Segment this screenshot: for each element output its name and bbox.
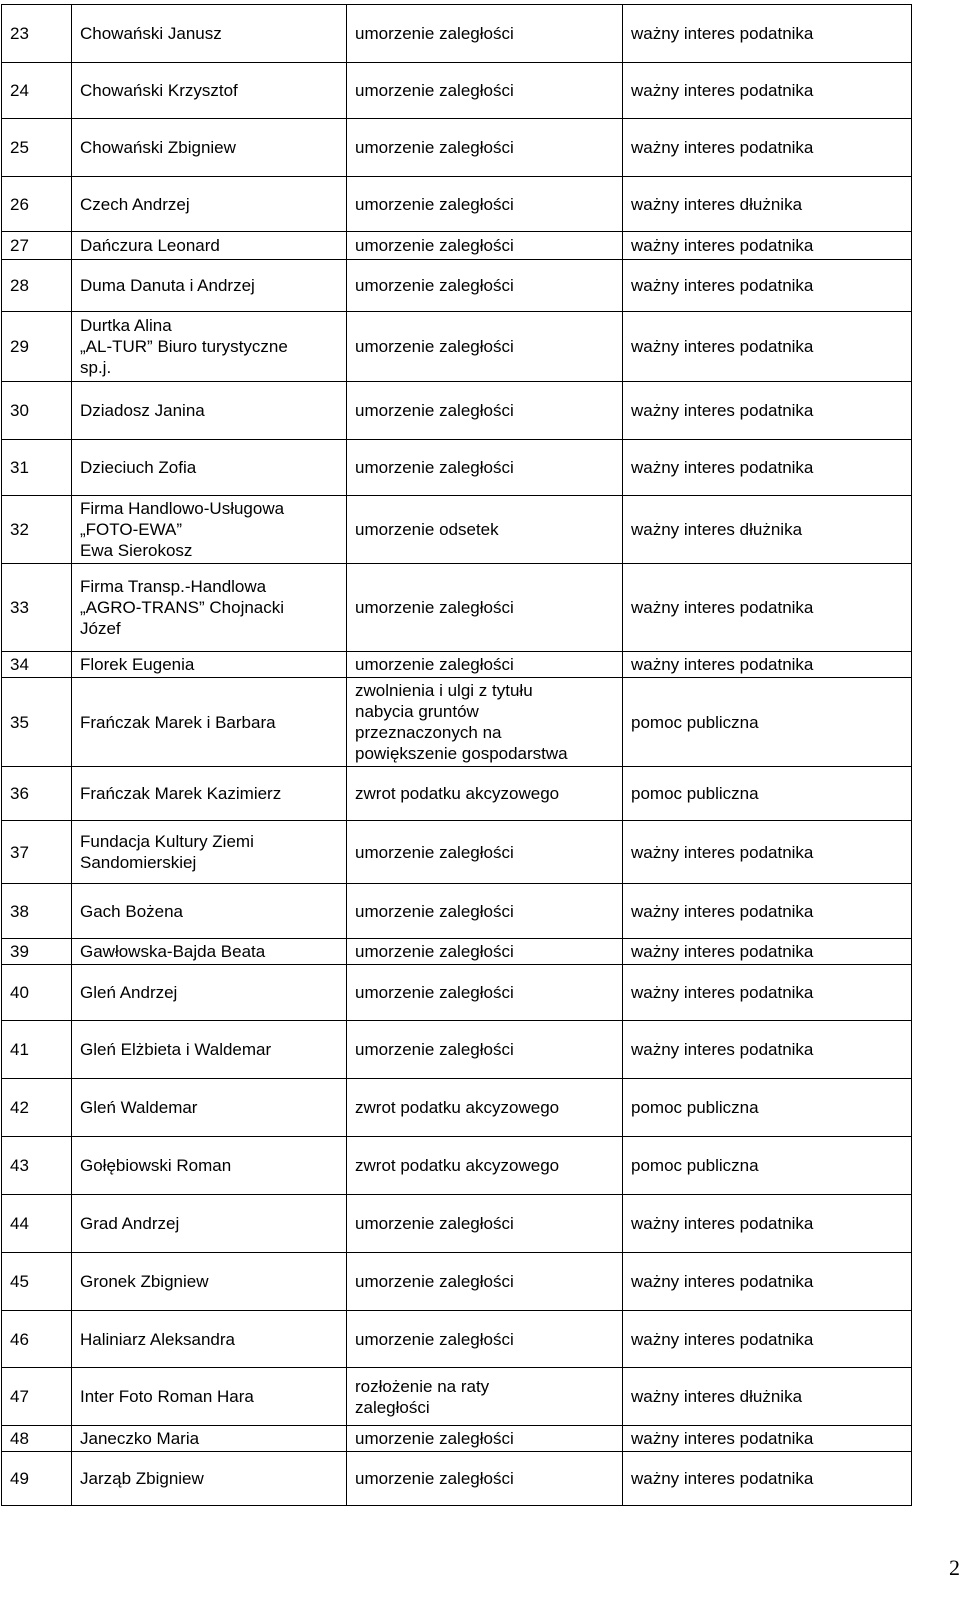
taxpayer-name-line: Ewa Sierokosz [80,541,193,560]
taxpayer-name [72,63,347,119]
table-row [2,652,912,678]
taxpayer-name [72,1253,347,1311]
page-number: 2 [949,1555,960,1580]
taxpayer-name [72,652,347,678]
relief-type [347,1137,623,1195]
relief-reason [623,440,912,496]
table-row [2,678,912,767]
relief-reason-line: ważny interes podatnika [631,138,814,157]
relief-type-line: umorzenie zaległości [355,401,514,420]
relief-reason-line: ważny interes podatnika [631,1429,814,1448]
relief-type-line: umorzenie zaległości [355,942,514,961]
taxpayer-name-line: Gawłowska-Bajda Beata [80,942,266,961]
relief-reason-line: ważny interes podatnika [631,458,814,477]
taxpayer-name-line: Chowański Krzysztof [80,81,238,100]
table-row [2,1137,912,1195]
relief-reason [623,1311,912,1368]
relief-reason-line: ważny interes podatnika [631,1040,814,1059]
taxpayer-name-line: Fundacja Kultury Ziemi [80,832,254,851]
relief-reason [623,1137,912,1195]
table-row [2,965,912,1021]
taxpayer-name-line: Dzieciuch Zofia [80,458,197,477]
table-row [2,884,912,939]
row-number: 23 [2,5,72,63]
taxpayer-name-line: Firma Handlowo-Usługowa [80,499,285,518]
row-number: 27 [2,232,72,260]
taxpayer-name-line: Gołębiowski Roman [80,1156,232,1175]
relief-reason [623,1452,912,1506]
relief-reason [623,119,912,177]
row-number: 47 [2,1368,72,1426]
relief-type-line: nabycia gruntów [355,702,479,721]
relief-type-line: umorzenie zaległości [355,655,514,674]
relief-type [347,63,623,119]
row-number: 26 [2,177,72,232]
relief-type-line: zwrot podatku akcyzowego [355,1156,560,1175]
taxpayer-name-line: Inter Foto Roman Hara [80,1387,254,1406]
taxpayer-name-line: Gleń Andrzej [80,983,178,1002]
relief-reason-line: ważny interes podatnika [631,1329,814,1349]
table-row [2,1195,912,1253]
relief-type-line: umorzenie zaległości [355,598,514,617]
relief-type [347,1079,623,1137]
relief-reason [623,1253,912,1311]
taxpayer-name [72,5,347,63]
table-row [2,767,912,821]
relief-reason-line: ważny interes podatnika [631,401,814,420]
taxpayer-name [72,232,347,260]
relief-type [347,1452,623,1506]
taxpayer-name-line: „AL-TUR” Biuro turystyczne [80,337,288,356]
relief-type [347,1253,623,1311]
table-row [2,496,912,564]
relief-type [347,1195,623,1253]
relief-reason-line: ważny interes podatnika [631,337,814,356]
row-number: 49 [2,1452,72,1506]
relief-type [347,1426,623,1452]
table-row [2,260,912,312]
taxpayer-name-line: Frańczak Marek i Barbara [80,712,276,732]
records-table [1,4,912,1506]
relief-reason [623,1426,912,1452]
row-number: 29 [2,312,72,382]
taxpayer-name [72,884,347,939]
taxpayer-name-line: Firma Transp.-Handlowa [80,577,267,596]
table-row [2,63,912,119]
relief-type-line: zwrot podatku akcyzowego [355,784,560,803]
relief-type [347,312,623,382]
taxpayer-name [72,1426,347,1452]
row-number: 42 [2,1079,72,1137]
relief-type [347,232,623,260]
table-row [2,821,912,884]
taxpayer-name-line: Florek Eugenia [80,655,195,674]
taxpayer-name [72,564,347,652]
row-number: 24 [2,63,72,119]
row-number: 48 [2,1426,72,1452]
taxpayer-name [72,440,347,496]
relief-reason [623,678,912,767]
relief-reason [623,767,912,821]
taxpayer-name-line: Durtka Alina [80,316,172,335]
relief-type [347,382,623,440]
relief-reason-line: ważny interes podatnika [631,81,814,100]
table-row [2,564,912,652]
taxpayer-name-line: „FOTO-EWA” [80,520,182,539]
row-number: 28 [2,260,72,312]
taxpayer-name [72,965,347,1021]
relief-reason [623,965,912,1021]
relief-reason [623,496,912,564]
table-row [2,177,912,232]
row-number: 25 [2,119,72,177]
relief-type [347,1021,623,1079]
taxpayer-name-line: Dańczura Leonard [80,236,220,255]
relief-type-line: umorzenie zaległości [355,983,514,1002]
relief-reason-line: ważny interes podatnika [631,655,814,674]
taxpayer-name [72,312,347,382]
relief-reason-line: ważny interes podatnika [631,276,814,295]
taxpayer-name-line: Sandomierskiej [80,853,197,872]
relief-type [347,1368,623,1426]
relief-reason-line: pomoc publiczna [631,1156,759,1175]
relief-type [347,119,623,177]
relief-type-line: umorzenie zaległości [355,194,514,214]
relief-type-line: umorzenie zaległości [355,901,514,921]
relief-type [347,767,623,821]
row-number: 38 [2,884,72,939]
table-row [2,1426,912,1452]
relief-type-line: przeznaczonych na [355,723,502,742]
relief-type [347,260,623,312]
relief-type [347,652,623,678]
relief-type-line: zwolnienia i ulgi z tytułu [355,681,533,700]
taxpayer-name [72,678,347,767]
relief-type-line: umorzenie zaległości [355,1040,514,1059]
taxpayer-name [72,260,347,312]
table-row [2,440,912,496]
relief-type-line: umorzenie zaległości [355,1272,514,1291]
relief-type [347,1311,623,1368]
relief-type-line: umorzenie zaległości [355,458,514,477]
relief-type [347,564,623,652]
taxpayer-name [72,821,347,884]
relief-type-line: umorzenie zaległości [355,236,514,255]
relief-reason-line: pomoc publiczna [631,784,759,803]
relief-reason [623,63,912,119]
relief-reason [623,939,912,965]
taxpayer-name-line: Janeczko Maria [80,1429,200,1448]
taxpayer-name-line: Gach Bożena [80,901,184,921]
relief-reason [623,1195,912,1253]
table-row [2,1253,912,1311]
row-number: 30 [2,382,72,440]
row-number: 31 [2,440,72,496]
relief-reason-line: ważny interes podatnika [631,942,814,961]
taxpayer-name-line: Gleń Waldemar [80,1098,198,1117]
relief-type-line: powiększenie gospodarstwa [355,744,568,763]
table-row [2,1452,912,1506]
relief-reason-line: ważny interes podatnika [631,1469,814,1488]
row-number: 41 [2,1021,72,1079]
row-number: 39 [2,939,72,965]
relief-type [347,821,623,884]
relief-reason [623,821,912,884]
taxpayer-name [72,939,347,965]
relief-reason-line: ważny interes podatnika [631,598,814,617]
relief-reason [623,564,912,652]
relief-reason-line: ważny interes podatnika [631,24,814,43]
records-body [2,5,912,1506]
relief-reason-line: ważny interes podatnika [631,1272,814,1291]
relief-reason [623,260,912,312]
taxpayer-name [72,1368,347,1426]
taxpayer-name [72,767,347,821]
row-number: 34 [2,652,72,678]
table-row [2,939,912,965]
row-number: 35 [2,678,72,767]
taxpayer-name [72,1137,347,1195]
taxpayer-name-line: Gronek Zbigniew [80,1272,209,1291]
row-number: 45 [2,1253,72,1311]
row-number: 46 [2,1311,72,1368]
relief-type-line: umorzenie zaległości [355,1329,514,1349]
relief-type-line: umorzenie zaległości [355,842,514,862]
relief-type-line: umorzenie zaległości [355,1429,514,1448]
relief-type-line: umorzenie zaległości [355,24,514,43]
relief-reason [623,312,912,382]
relief-type [347,496,623,564]
relief-reason [623,382,912,440]
relief-type-line: umorzenie odsetek [355,520,499,539]
table-row [2,1368,912,1426]
relief-reason-line: ważny interes podatnika [631,901,814,921]
relief-type-line: umorzenie zaległości [355,1469,514,1488]
taxpayer-name [72,496,347,564]
relief-reason-line: pomoc publiczna [631,712,759,732]
taxpayer-name-line: Duma Danuta i Andrzej [80,276,255,295]
taxpayer-name-line: Czech Andrzej [80,194,190,214]
relief-reason [623,232,912,260]
relief-type-line: umorzenie zaległości [355,138,514,157]
relief-reason [623,652,912,678]
relief-type-line: zwrot podatku akcyzowego [355,1098,560,1117]
relief-reason-line: ważny interes podatnika [631,236,814,255]
row-number: 43 [2,1137,72,1195]
taxpayer-name-line: Chowański Janusz [80,24,222,43]
row-number: 32 [2,496,72,564]
relief-reason [623,5,912,63]
table-row [2,382,912,440]
relief-reason [623,177,912,232]
taxpayer-name [72,1079,347,1137]
relief-type-line: rozłożenie na raty [355,1376,490,1396]
relief-type [347,678,623,767]
relief-reason [623,884,912,939]
row-number: 37 [2,821,72,884]
relief-type [347,5,623,63]
relief-reason-line: ważny interes podatnika [631,983,814,1002]
table-row [2,1021,912,1079]
table-row [2,312,912,382]
row-number: 36 [2,767,72,821]
taxpayer-name-line: sp.j. [80,358,112,377]
taxpayer-name [72,1311,347,1368]
taxpayer-name-line: Jarząb Zbigniew [80,1469,204,1488]
relief-reason-line: ważny interes podatnika [631,1214,814,1233]
relief-type [347,965,623,1021]
taxpayer-name-line: Chowański Zbigniew [80,138,236,157]
taxpayer-name [72,1195,347,1253]
row-number: 44 [2,1195,72,1253]
taxpayer-name-line: Haliniarz Aleksandra [80,1329,235,1349]
table-row [2,119,912,177]
relief-type-line: umorzenie zaległości [355,337,514,356]
relief-reason-line: ważny interes podatnika [631,842,814,862]
taxpayer-name-line: Dziadosz Janina [80,401,205,420]
relief-type-line: zaległości [355,1397,430,1417]
taxpayer-name [72,119,347,177]
taxpayer-name-line: „AGRO-TRANS” Chojnacki [80,598,285,617]
relief-reason-line: ważny interes dłużnika [631,1387,803,1406]
relief-reason-line: ważny interes dłużnika [631,520,803,539]
table-row [2,232,912,260]
relief-reason [623,1079,912,1137]
relief-type [347,440,623,496]
taxpayer-name [72,1021,347,1079]
relief-type [347,884,623,939]
taxpayer-name [72,1452,347,1506]
row-number: 40 [2,965,72,1021]
relief-reason [623,1021,912,1079]
row-number: 33 [2,564,72,652]
relief-reason [623,1368,912,1426]
table-row [2,1079,912,1137]
relief-type-line: umorzenie zaległości [355,1214,514,1233]
relief-reason-line: ważny interes dłużnika [631,194,803,214]
relief-type [347,939,623,965]
taxpayer-name-line: Józef [80,619,121,638]
relief-type-line: umorzenie zaległości [355,81,514,100]
taxpayer-name [72,177,347,232]
taxpayer-name-line: Grad Andrzej [80,1214,180,1233]
taxpayer-name-line: Frańczak Marek Kazimierz [80,784,282,803]
table-row [2,5,912,63]
taxpayer-name [72,382,347,440]
relief-reason-line: pomoc publiczna [631,1098,759,1117]
taxpayer-name-line: Gleń Elżbieta i Waldemar [80,1040,272,1059]
relief-type [347,177,623,232]
table-row [2,1311,912,1368]
relief-type-line: umorzenie zaległości [355,276,514,295]
